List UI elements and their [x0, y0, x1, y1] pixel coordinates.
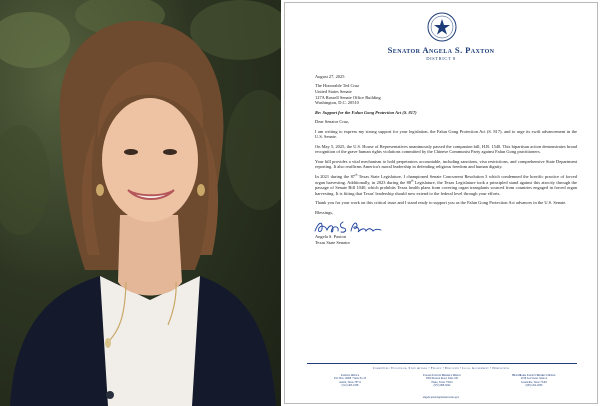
office-line: Austin, Texas 78711 [339, 380, 361, 384]
office-line: (512) 463-0108 [341, 384, 359, 388]
footer-email: angela.paxton@senate.texas.gov [422, 396, 460, 399]
recipient-address [315, 83, 577, 105]
office-collin [399, 374, 485, 388]
office-title: Hunt/Rains County District Office [512, 374, 556, 377]
closing: Blessings, [315, 209, 334, 215]
letter-page [284, 2, 598, 404]
office-capitol [307, 374, 393, 388]
paragraph-1: I am writing to express my strong support for your legislation, the Falun Gong Protection Act (S. 817), and to urge its swift advancement in the U.S. Senate. [315, 128, 577, 140]
committees-line: Committees: Vice-Chair, State Affairs • Finance • Education • Local Government • Nominations [372, 366, 510, 370]
office-line: P.O. Box 12068 • Suite E1.18 [334, 377, 366, 381]
signature-icon [313, 218, 383, 235]
paragraph-2: On May 5, 2025, the U.S. House of Representatives unanimously passed the companion bill, H.R. 1540. This bipartisan action demonstrates broad recognition of the grave human rights violations committed by the Chinese Communist Party against Falun Gong practitioners. [315, 143, 577, 155]
signature [315, 219, 577, 234]
office-line: (972) 908-5624 [433, 384, 451, 388]
letterhead-name: Senator Angela S. Paxton [387, 45, 495, 55]
office-addresses [307, 374, 577, 388]
footer-divider [307, 363, 577, 364]
paragraph-4-part: Legislature, the Texas Legislature took a principled stand against this atrocity through the passage of Senate Bill 1040, which prohibits Texas health plans from covering organ transplants sourced from countries engaged in forced organ harvesting. It is fitting that Texas' leadership should now extend to the federal level through your efforts. [315, 179, 577, 196]
office-line: Plano, Texas 75024 [431, 380, 453, 384]
ordinal-suffix: th [355, 172, 358, 177]
signer-block [315, 234, 577, 245]
signer-title: Texas State Senator [315, 239, 350, 245]
recipient-line: The Honorable Ted Cruz [315, 83, 360, 89]
office-line: (903) 454-2000 [525, 384, 543, 388]
senate-seal-icon [427, 12, 457, 42]
office-title: Capitol Office [340, 374, 360, 377]
ordinal-suffix: th [411, 178, 414, 183]
paragraph-4 [315, 174, 577, 196]
paragraph-3: Your bill provides a vital mechanism to hold perpetrators accountable, including sanctions, visa restrictions, and comprehensive State Department reporting. It also reaffirms America's moral leadership in defending religious freedom and human dignity. [315, 158, 577, 170]
office-line: 6500 Preston Road, Suite 100 [425, 377, 459, 381]
signer-name: Angela S. Paxton [315, 234, 346, 240]
letter-date: August 27, 2025 [315, 74, 345, 79]
subject-line: Re: Support for the Falun Gong Protection Act (S. 817) [315, 109, 417, 115]
paragraph-4-part: Texas State Legislature, I championed Senate Concurrent Resolution 3 which condemned the horrific practice of forced organ harvesting. Additionally, in 2023 during the 88 [315, 173, 577, 185]
portrait-illustration [0, 0, 281, 406]
portrait-photo [0, 0, 281, 406]
recipient-line: Washington, D.C. 20510 [315, 100, 359, 106]
salutation: Dear Senator Cruz, [315, 119, 350, 125]
office-line: Greenville, Texas 75401 [520, 380, 548, 384]
office-line: 2918 Lee Street, Suite A [520, 377, 548, 381]
office-hunt-rains [491, 374, 577, 388]
paragraph-5: Thank you for your work on this critical issue and I stand ready to support you as the Falun Gong Protection Act advances in the U.S. Senate. [315, 200, 567, 206]
paragraph-4-part: In 2021 during the 87 [315, 173, 356, 179]
recipient-line: United States Senate [315, 89, 352, 95]
letterhead-district: DISTRICT 8 [426, 56, 456, 61]
letter-body [315, 74, 577, 245]
office-title: Collin County District Office [423, 374, 461, 377]
recipient-line: 127A Russell Senate Office Building [315, 94, 381, 100]
